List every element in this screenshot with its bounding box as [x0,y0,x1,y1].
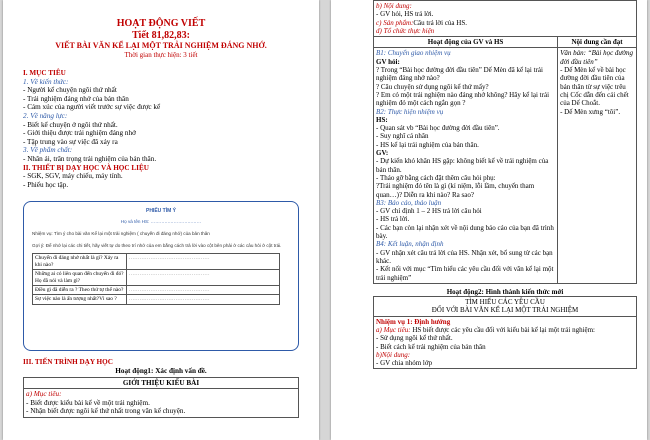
activity-2-title [374,297,637,317]
expected-answer: - Dế Mèn kể về bài học đường đời đầu tiên của bản thân từ sự việc trêu chị Cốc dẫn đến cái chết của Dế Choắt. [560,66,629,108]
worksheet-question: Những ai có liên quan đến chuyến đi đó? Họ đã nói và làm gì? [33,270,127,286]
table-row [374,48,637,283]
step-2: B2: Thực hiện nhiệm vụ [376,107,444,116]
question: ? Trong “Bài học đường đời đầu tiên” Dế Mèn đã kể lại trải nghiệm đáng nhớ nào? [376,66,543,83]
knowledge-item: - Cảm xúc của người viết trước sự việc được kể [23,103,161,112]
activity-2-body [374,316,637,369]
worksheet-question: Sự việc nào là ấn tượng nhất?Vì sao ? [33,295,127,304]
activity-1-table [23,377,299,418]
worksheet-title: PHIẾU TÌM Ý [145,208,176,215]
content-2-text: - GV chia nhóm lớp [376,359,433,368]
teacher-asks: GV hỏi: [376,57,400,66]
subsection-qualities: 3. Về phẩm chất: [23,146,73,155]
content-label: b) Nội dung: [376,2,412,10]
subsection-knowledge: 1. Về kiến thức: [23,77,69,86]
competence-item: - Biết kể chuyện ở ngôi thứ nhất. [23,120,118,129]
task-line: ?Trải nghiệm đó tên là gì (kỉ niệm, lỗi lầm, chuyến tham quan…)? Diễn ra khi nào? Ra sao? [376,182,535,199]
worksheet-answer: ……………………………………… [126,285,279,294]
activity-2-title-line: TÌM HIỂU CÁC YÊU CẦU [465,298,545,307]
task-1-title: Nhiệm vụ 1: Định hướng [376,317,451,326]
students-label: HS: [376,115,388,124]
worksheet-question: Chuyến đi đáng nhớ nhất là gì? Xảy ra khi nào? [33,254,127,270]
table-row [374,316,637,369]
product-text: Câu trả lời của HS. [413,18,467,27]
aim-text: HS biết được các yêu cầu đối với kiểu bài kể lại một trải nghiệm: [412,325,596,334]
activity-1-goals [24,389,299,418]
table-row [33,285,280,294]
activities-cell [374,48,558,283]
table-row [24,377,299,389]
task-line: - GV chỉ định 1 – 2 HS trả lời câu hỏi [376,207,482,216]
quality-item: - Nhân ái, trân trọng trải nghiệm của bản thân. [23,154,157,163]
activity-1-heading: Hoạt động1: Xác định vấn đề. [115,366,207,375]
content-text: - GV hỏi, HS trả lời. [376,10,434,19]
step-4: B4: Kết luận, nhận định [376,240,444,249]
knowledge-item: - Trải nghiệm đáng nhớ của bản thân [23,94,129,103]
duration: Thời gian thực hiện: 3 tiết [124,51,198,59]
question: ? Em có một trải nghiệm nào đáng nhớ không? Hãy kể lại trải nghiệm đó một cách ngắn gọn ? [376,90,550,108]
table-row [374,297,637,317]
worksheet-answer: ……………………………………… [126,270,279,286]
aim-item: - Biết cách kể trải nghiệm của bản thân [376,342,486,351]
page-title: HOẠT ĐỘNG VIẾT [116,18,206,29]
question: ? Câu chuyện sử dụng ngôi kể thứ mấy? [376,82,489,91]
section-process: III. TIẾN TRÌNH DẠY HỌC [23,358,113,367]
activity-2-heading: Hoạt động2: Hình thành kiến thức mới [446,287,564,296]
competence-item: - Giới thiệu được trải nghiệm đáng nhớ [23,129,136,138]
task-line: - Kết nối với mục “Tìm hiểu các yêu cầu đối với văn kể lại một trải nghiệm” [376,265,554,282]
worksheet-hint: Gợi ý: Để nhớ lại các chi tiết, hãy viết tự do theo trí nhớ của em bằng cách trả lời vào cột bên phải ở các câu hỏi ở cột trái. [32,243,282,249]
column-header-activities: Hoạt động của GV và HS [374,37,558,48]
lesson-heading: VIẾT BÀI VĂN KỂ LẠI MỘT TRẢI NGHIỆM ĐÁNG NHỚ. [55,41,267,50]
worksheet-name-line: Họ và tên HS: …………………………… [120,219,202,225]
material-item: - Phiếu học tập. [23,180,69,189]
lesson-number: Tiết 81,82,83: [132,29,190,41]
task-line: - Suy nghĩ cá nhân [376,132,429,141]
knowledge-item: - Người kể chuyện ngôi thứ nhất [23,86,117,95]
organization-label: d) Tổ chức thực hiện [376,26,435,35]
material-item: - SGK, SGV, máy chiếu, máy tính. [23,172,123,181]
table-row [33,254,280,270]
table-row [24,389,299,418]
task-line: - Dự kiến khó khăn HS gặp: không biết kể về trải nghiệm của bản thân. [376,157,549,174]
activity-1-title: GIỚI THIỆU KIỂU BÀI [24,377,299,389]
competence-item: - Tập trung vào sự việc đã xảy ra [23,137,118,146]
activity-2-table [373,296,637,369]
subsection-competence: 2. Về năng lực: [23,111,68,120]
document-page-left [3,0,319,440]
table-row [33,270,280,286]
worksheet-answer: ……………………………………… [126,295,279,304]
reference-text: Văn bản: “Bài học đường đời đầu tiên” [560,49,633,66]
aim-item: - Sử dụng ngôi kể thứ nhất. [376,334,453,343]
goal-item: - Biết được kiểu bài kể về một trải nghiệm. [26,398,150,407]
goal-item: - Nhận biết được ngôi kể thứ nhất trong văn kể chuyện. [26,407,186,416]
column-header-content: Nội dung cần đạt [558,37,637,48]
task-line: - HS trả lời. [376,215,410,224]
worksheet-question: Điều gì đã diễn ra ? Theo thứ tự thế nào? [33,285,127,294]
content-cell [558,48,637,283]
task-line: - Quan sát vb “Bài học đường đời đầu tiên”. [376,124,500,133]
step-1: B1: Chuyển giao nhiệm vụ [376,49,451,58]
worksheet-question-table [32,253,280,304]
table-row [33,295,280,304]
worksheet-box [23,201,299,351]
worksheet-answer: ……………………………………… [126,254,279,270]
table-row [374,37,637,48]
document-page-right [331,0,647,440]
step-3: B3: Báo cáo, thảo luận [376,198,442,207]
task-line: - Tháo gỡ bằng cách đặt thêm câu hỏi phụ: [376,173,496,182]
expected-answer: - Dế Mèn xưng “tôi”. [560,107,621,116]
product-label: c) Sản phẩm: [376,18,414,27]
activity-2-title-line: ĐỐI VỚI BÀI VĂN KỂ LẠI MỘT TRẢI NGHIỆM [431,306,579,315]
activity-1-details [374,1,637,37]
teacher-label: GV: [376,149,389,158]
section-materials: II. THIẾT BỊ DẠY HỌC VÀ HỌC LIỆU [23,163,149,172]
task-line: - HS kể lại trải nghiệm của bản thân. [376,140,479,149]
task-line: - GV nhận xét câu trả lời của HS. Nhận xét, bổ sung từ các bạn khác. [376,248,553,265]
table-row [374,1,637,37]
aim-label: a) Mục tiêu: [376,325,411,334]
worksheet-task: Nhiệm vụ: Tìm ý cho bài văn Kể lại một trải nghiệm ( chuyến đi đáng nhớ) của bản thân [32,231,210,237]
activity-1-cont-table [373,0,637,284]
task-line: - Các bạn còn lại nhận xét về nội dung báo cáo của bạn đã trình bày. [376,223,554,241]
content-2-label: b)Nội dung: [376,350,411,359]
section-objectives: I. MỤC TIÊU [23,69,66,77]
goal-label: a) Mục tiêu: [26,390,62,399]
